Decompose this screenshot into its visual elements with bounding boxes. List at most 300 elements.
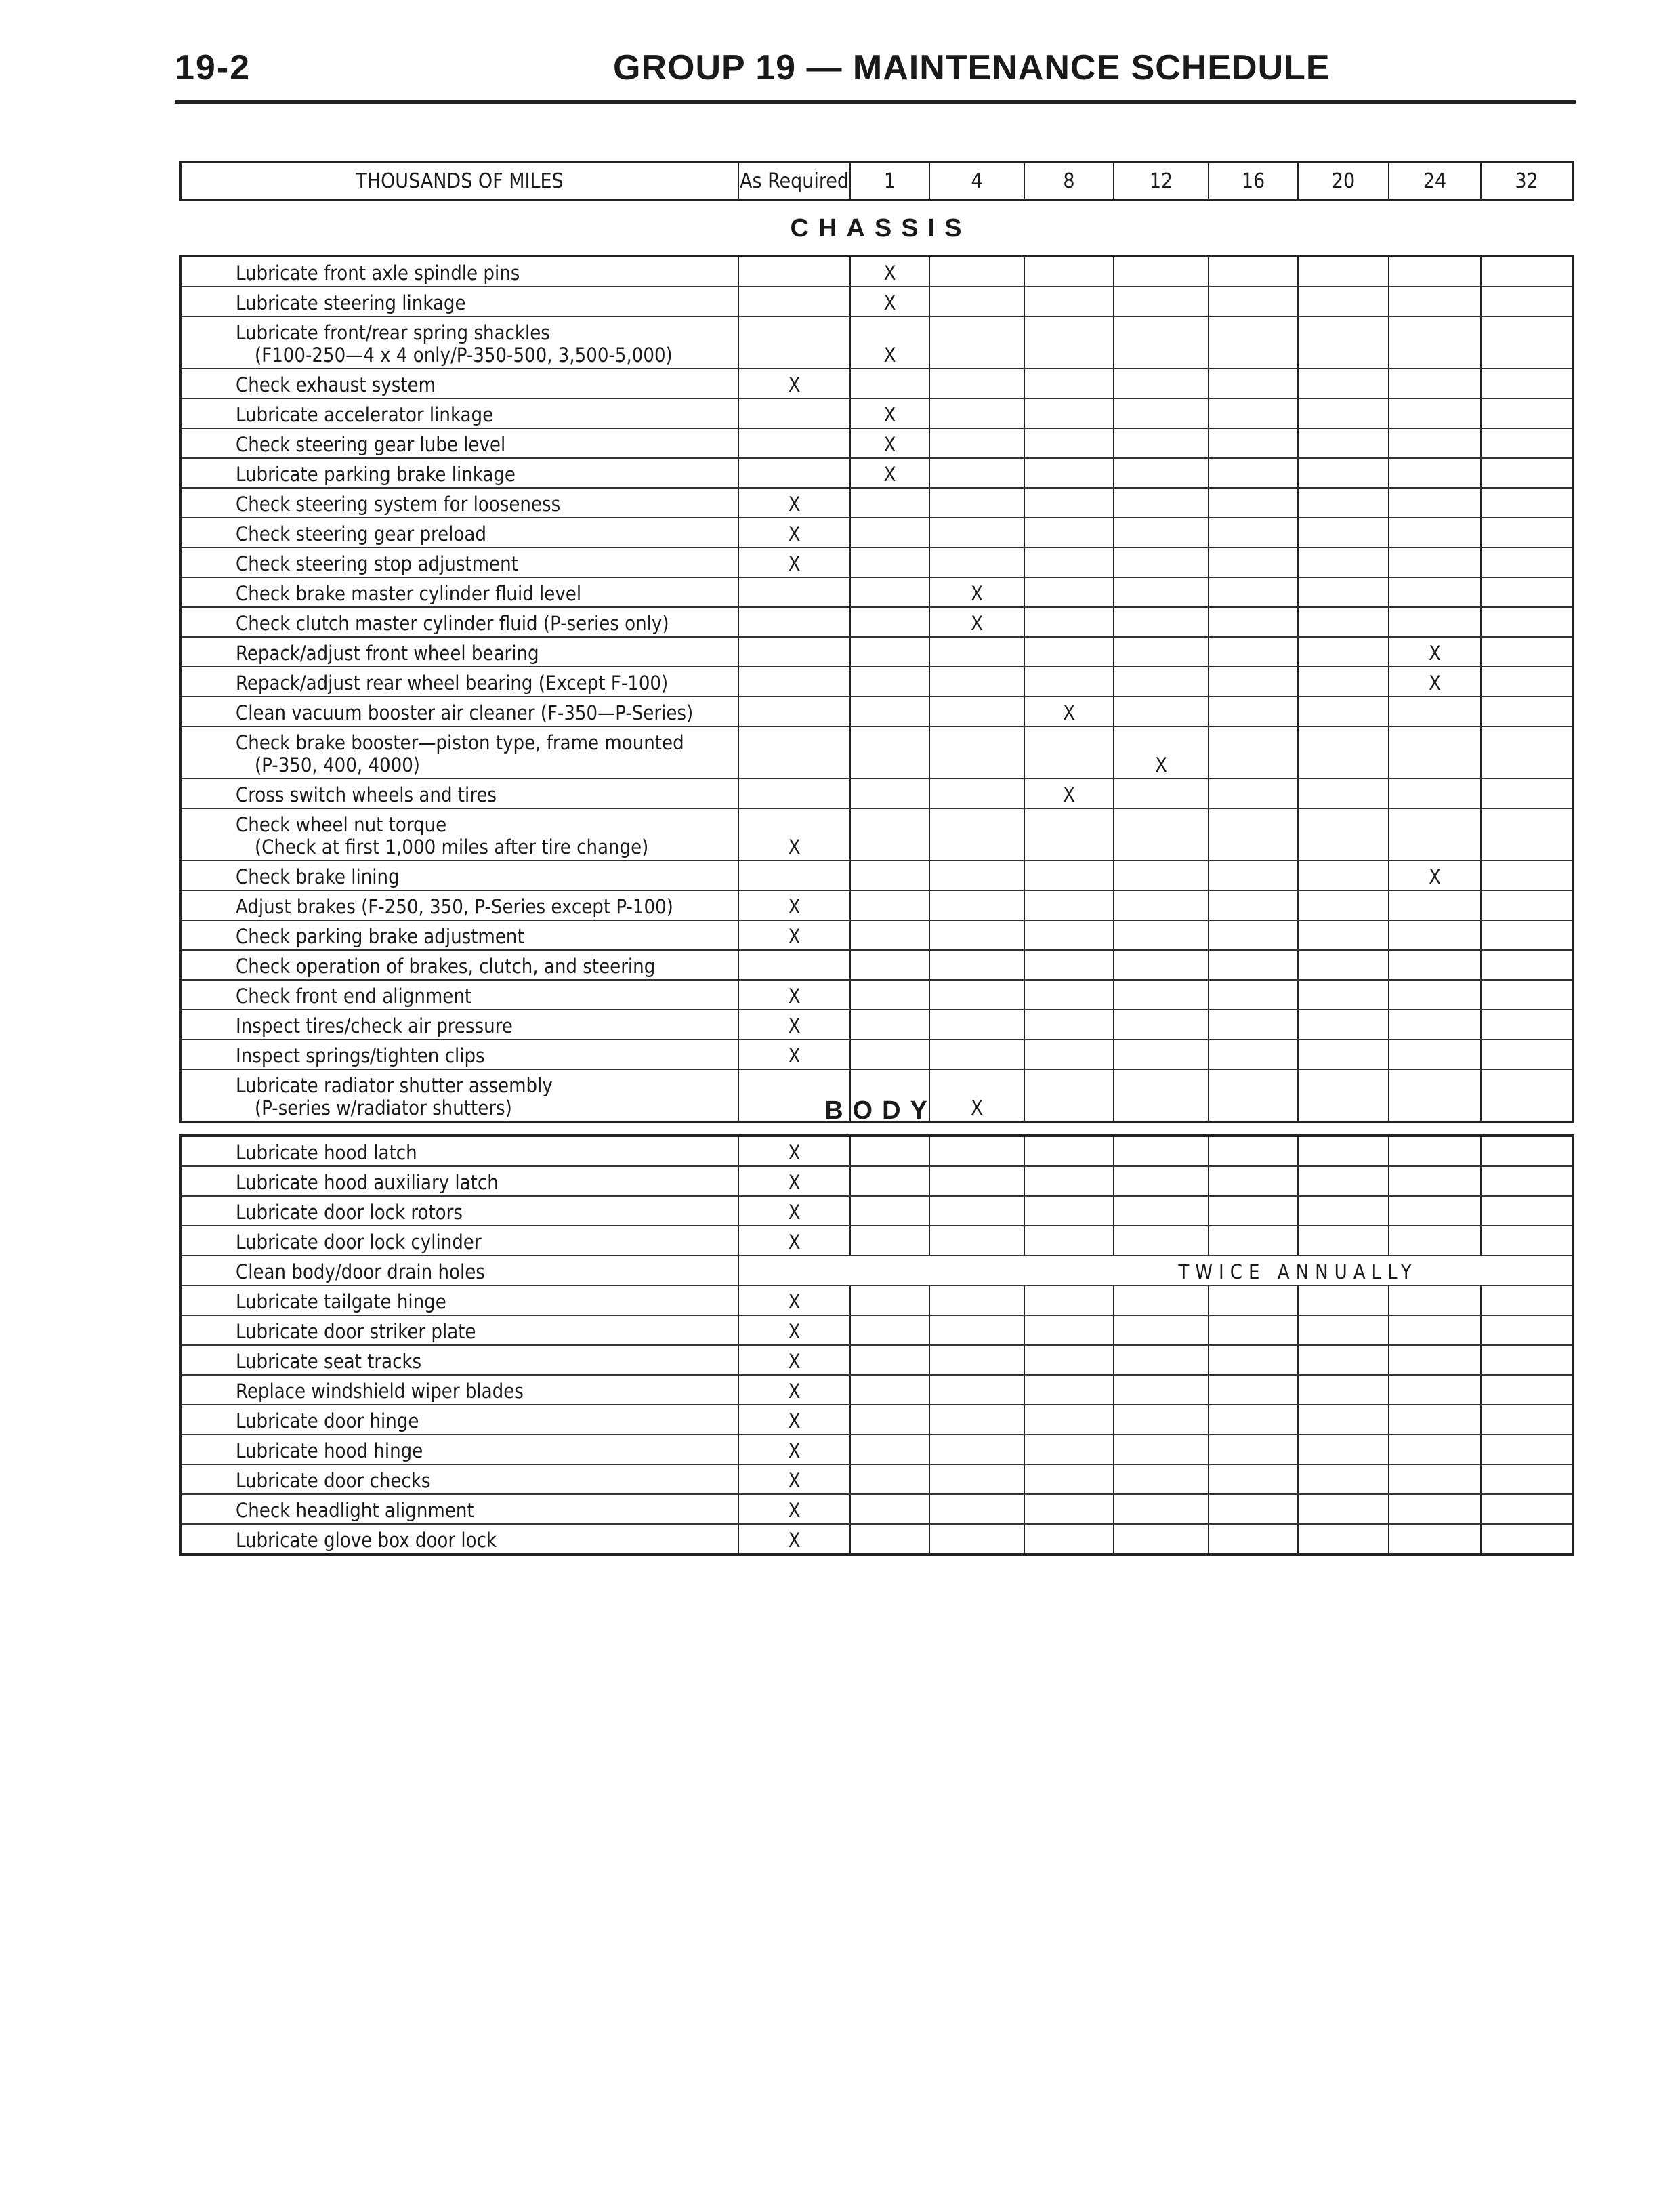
interval-cell <box>850 577 929 607</box>
interval-cell <box>1481 808 1573 861</box>
schedule-item-description <box>180 808 738 861</box>
interval-cell <box>1389 577 1481 607</box>
schedule-item-description <box>180 1196 738 1226</box>
interval-cell <box>1389 1375 1481 1405</box>
interval-cell <box>1024 1010 1114 1039</box>
interval-cell <box>1024 458 1114 488</box>
body-row <box>180 1375 1573 1405</box>
interval-cell <box>1209 518 1298 548</box>
interval-cell <box>1114 1226 1209 1256</box>
schedule-item-description <box>180 316 738 369</box>
interval-cell <box>1209 1464 1298 1494</box>
interval-cell <box>1389 369 1481 398</box>
miles-header-table <box>179 161 1574 201</box>
interval-cell <box>1389 1315 1481 1345</box>
interval-cell <box>1114 861 1209 890</box>
interval-cell <box>1481 637 1573 667</box>
schedule-item-text: Check steering gear preload <box>236 522 486 545</box>
interval-cell <box>929 1196 1024 1226</box>
interval-cell <box>1298 1494 1389 1524</box>
interval-cell <box>1481 980 1573 1010</box>
interval-cell <box>1209 1524 1298 1554</box>
interval-cell <box>1481 861 1573 890</box>
interval-cell <box>929 458 1024 488</box>
interval-cell <box>850 1524 929 1554</box>
interval-cell <box>1209 1069 1298 1122</box>
interval-cell <box>1024 1464 1114 1494</box>
interval-cell <box>1481 1226 1573 1256</box>
schedule-item-text: Lubricate door checks <box>236 1469 431 1492</box>
schedule-item-text: Check steering gear lube level <box>236 433 506 456</box>
schedule-item-description <box>180 697 738 726</box>
schedule-item-description <box>180 920 738 950</box>
chassis-row <box>180 890 1573 920</box>
interval-cell <box>1389 1285 1481 1315</box>
interval-cell <box>1389 1226 1481 1256</box>
interval-cell <box>1481 518 1573 548</box>
interval-cell <box>1298 920 1389 950</box>
interval-cell <box>850 697 929 726</box>
interval-cell <box>1209 369 1298 398</box>
schedule-item-text: Check steering system for looseness <box>236 493 561 516</box>
chassis-row <box>180 607 1573 637</box>
interval-cell <box>1114 950 1209 980</box>
interval-cell <box>1298 1039 1389 1069</box>
interval-cell <box>1114 637 1209 667</box>
body-row <box>180 1226 1573 1256</box>
schedule-item-text: Lubricate door lock rotors <box>236 1201 463 1224</box>
chassis-row <box>180 950 1573 980</box>
interval-cell <box>1389 1136 1481 1166</box>
interval-cell <box>1114 1345 1209 1375</box>
body-row <box>180 1196 1573 1226</box>
schedule-item-text: Lubricate glove box door lock <box>236 1529 497 1552</box>
chassis-row <box>180 518 1573 548</box>
interval-mark: X <box>850 287 929 316</box>
interval-cell <box>1389 1166 1481 1196</box>
interval-cell <box>1209 287 1298 316</box>
interval-cell <box>1209 1494 1298 1524</box>
interval-cell <box>1389 950 1481 980</box>
interval-cell <box>1024 428 1114 458</box>
interval-cell <box>1209 667 1298 697</box>
schedule-item-description <box>180 1069 738 1122</box>
schedule-item-description <box>180 607 738 637</box>
interval-cell <box>1389 607 1481 637</box>
interval-cell <box>1024 1405 1114 1434</box>
interval-cell <box>929 1226 1024 1256</box>
chassis-row <box>180 920 1573 950</box>
interval-mark: X <box>738 1166 850 1196</box>
chassis-row <box>180 428 1573 458</box>
schedule-item-text: Inspect tires/check air pressure <box>236 1014 513 1037</box>
interval-cell <box>1024 950 1114 980</box>
chassis-row <box>180 779 1573 808</box>
interval-cell <box>1024 1226 1114 1256</box>
interval-cell <box>1024 726 1114 779</box>
interval-cell <box>1389 488 1481 518</box>
interval-cell <box>1114 287 1209 316</box>
chassis-row <box>180 369 1573 398</box>
interval-cell <box>1024 1039 1114 1069</box>
interval-cell <box>929 1166 1024 1196</box>
interval-cell <box>738 779 850 808</box>
interval-cell <box>1114 1166 1209 1196</box>
interval-cell <box>1481 890 1573 920</box>
miles-column-as-required: As Required <box>738 162 850 200</box>
interval-mark: X <box>738 1524 850 1554</box>
interval-cell <box>1389 256 1481 287</box>
schedule-item-description <box>180 1256 738 1285</box>
interval-cell <box>929 779 1024 808</box>
interval-cell <box>850 518 929 548</box>
interval-cell <box>929 1315 1024 1345</box>
schedule-item-text: Lubricate hood auxiliary latch <box>236 1171 499 1194</box>
interval-cell <box>929 667 1024 697</box>
interval-cell <box>1114 667 1209 697</box>
schedule-item-description <box>180 1010 738 1039</box>
chassis-row <box>180 577 1573 607</box>
interval-cell <box>738 287 850 316</box>
interval-cell <box>929 287 1024 316</box>
interval-mark: X <box>738 920 850 950</box>
miles-column-32: 32 <box>1481 162 1573 200</box>
interval-cell <box>929 637 1024 667</box>
interval-cell <box>738 607 850 637</box>
interval-cell <box>850 1136 929 1166</box>
interval-cell <box>1024 488 1114 518</box>
interval-cell <box>1024 1315 1114 1345</box>
interval-cell <box>1481 667 1573 697</box>
interval-mark: X <box>738 488 850 518</box>
interval-cell <box>1209 548 1298 577</box>
interval-cell <box>929 980 1024 1010</box>
interval-mark: X <box>738 1345 850 1375</box>
interval-cell <box>1114 980 1209 1010</box>
interval-cell <box>1209 697 1298 726</box>
interval-cell <box>850 1345 929 1375</box>
interval-cell <box>929 518 1024 548</box>
schedule-item-description <box>180 1434 738 1464</box>
interval-cell <box>1209 637 1298 667</box>
interval-cell <box>1389 518 1481 548</box>
interval-cell <box>1389 1039 1481 1069</box>
interval-cell <box>1114 1315 1209 1345</box>
interval-cell <box>929 398 1024 428</box>
interval-cell <box>850 980 929 1010</box>
interval-cell <box>1298 637 1389 667</box>
interval-cell <box>1209 1166 1298 1196</box>
interval-mark: X <box>850 256 929 287</box>
interval-mark: X <box>738 1136 850 1166</box>
interval-cell <box>850 488 929 518</box>
interval-cell <box>1114 398 1209 428</box>
schedule-item-description <box>180 518 738 548</box>
interval-cell <box>1298 518 1389 548</box>
interval-cell <box>738 667 850 697</box>
interval-mark: X <box>850 428 929 458</box>
schedule-item-description <box>180 577 738 607</box>
interval-cell <box>1114 1136 1209 1166</box>
interval-cell <box>1389 1434 1481 1464</box>
interval-cell <box>1114 779 1209 808</box>
interval-cell <box>1481 428 1573 458</box>
interval-cell <box>738 316 850 369</box>
interval-cell <box>738 637 850 667</box>
interval-cell <box>1298 577 1389 607</box>
interval-cell <box>1024 667 1114 697</box>
interval-cell <box>738 428 850 458</box>
interval-mark: X <box>738 1196 850 1226</box>
chassis-row <box>180 1010 1573 1039</box>
body-row <box>180 1494 1573 1524</box>
schedule-item-description <box>180 1226 738 1256</box>
interval-cell <box>1298 398 1389 428</box>
interval-cell <box>1114 577 1209 607</box>
schedule-item-description <box>180 548 738 577</box>
interval-cell <box>1298 1166 1389 1196</box>
body-row <box>180 1166 1573 1196</box>
interval-cell <box>1024 1524 1114 1554</box>
schedule-item-description <box>180 779 738 808</box>
interval-cell <box>1114 808 1209 861</box>
interval-cell <box>1389 890 1481 920</box>
interval-cell <box>738 577 850 607</box>
interval-cell <box>1298 1345 1389 1375</box>
interval-mark: X <box>738 980 850 1010</box>
schedule-item-description <box>180 1285 738 1315</box>
body-row <box>180 1285 1573 1315</box>
body-row <box>180 1524 1573 1554</box>
interval-mark: X <box>738 518 850 548</box>
interval-cell <box>1481 779 1573 808</box>
miles-header-label: THOUSANDS OF MILES <box>180 162 738 200</box>
interval-cell <box>1389 1405 1481 1434</box>
interval-cell <box>929 1405 1024 1434</box>
interval-cell <box>850 1039 929 1069</box>
schedule-item-text: Lubricate front/rear spring shackles <box>236 321 550 344</box>
schedule-item-description <box>180 1136 738 1166</box>
interval-cell <box>1114 1375 1209 1405</box>
interval-cell <box>1481 1345 1573 1375</box>
interval-cell <box>1389 548 1481 577</box>
interval-cell <box>1209 1010 1298 1039</box>
interval-cell <box>1298 808 1389 861</box>
interval-cell <box>1481 1196 1573 1226</box>
interval-cell <box>850 1010 929 1039</box>
schedule-item-text: Replace windshield wiper blades <box>236 1380 524 1403</box>
interval-mark: X <box>738 1315 850 1345</box>
interval-cell <box>1298 1136 1389 1166</box>
interval-cell <box>1209 1315 1298 1345</box>
interval-cell <box>1024 1494 1114 1524</box>
interval-cell <box>1481 1524 1573 1554</box>
interval-cell <box>1481 1285 1573 1315</box>
interval-cell <box>1298 1196 1389 1226</box>
chassis-row <box>180 316 1573 369</box>
interval-cell <box>1389 1010 1481 1039</box>
chassis-row <box>180 398 1573 428</box>
interval-cell <box>850 920 929 950</box>
interval-cell <box>929 726 1024 779</box>
interval-cell <box>929 1494 1024 1524</box>
interval-mark: X <box>738 1464 850 1494</box>
interval-cell <box>1024 637 1114 667</box>
interval-cell <box>1114 1069 1209 1122</box>
interval-cell <box>929 950 1024 980</box>
interval-cell <box>1298 697 1389 726</box>
schedule-item-text: Check brake master cylinder fluid level <box>236 582 582 605</box>
schedule-item-text: Check parking brake adjustment <box>236 925 524 948</box>
interval-cell <box>1209 808 1298 861</box>
schedule-item-text: Lubricate door hinge <box>236 1409 419 1432</box>
interval-cell <box>850 667 929 697</box>
schedule-item-description <box>180 890 738 920</box>
schedule-item-text: Lubricate radiator shutter assembly <box>236 1074 553 1097</box>
interval-cell <box>1481 1166 1573 1196</box>
interval-cell <box>1114 1405 1209 1434</box>
interval-cell <box>1481 1039 1573 1069</box>
interval-cell <box>1481 1010 1573 1039</box>
schedule-item-text: Lubricate door striker plate <box>236 1320 476 1343</box>
interval-cell <box>1389 726 1481 779</box>
schedule-item-description <box>180 861 738 890</box>
interval-cell <box>850 369 929 398</box>
schedule-item-text: Lubricate hood hinge <box>236 1439 423 1462</box>
twice-annually-note: TWICE ANNUALLY <box>1024 1256 1573 1285</box>
interval-cell <box>1024 1136 1114 1166</box>
schedule-item-description <box>180 1464 738 1494</box>
interval-cell <box>1389 1345 1481 1375</box>
interval-cell <box>1481 287 1573 316</box>
schedule-item-text: Lubricate parking brake linkage <box>236 463 516 486</box>
schedule-item-description <box>180 1166 738 1196</box>
schedule-item-text: Lubricate hood latch <box>236 1141 417 1164</box>
schedule-item-subtext: (P-350, 400, 4000) <box>255 754 420 777</box>
interval-cell <box>1114 697 1209 726</box>
miles-column-1: 1 <box>850 162 929 200</box>
interval-cell <box>1389 1069 1481 1122</box>
schedule-item-description <box>180 458 738 488</box>
interval-cell <box>1481 1494 1573 1524</box>
interval-cell <box>1481 369 1573 398</box>
interval-cell <box>1298 1226 1389 1256</box>
interval-cell <box>929 1434 1024 1464</box>
interval-cell <box>1481 1464 1573 1494</box>
interval-cell <box>929 1524 1024 1554</box>
interval-cell <box>1209 607 1298 637</box>
interval-cell <box>1481 577 1573 607</box>
chassis-row <box>180 548 1573 577</box>
schedule-item-subtext: (Check at first 1,000 miles after tire change) <box>255 835 649 859</box>
body-row <box>180 1136 1573 1166</box>
interval-cell <box>1024 1285 1114 1315</box>
interval-cell <box>1114 256 1209 287</box>
interval-cell <box>1298 316 1389 369</box>
miles-column-12: 12 <box>1114 162 1209 200</box>
interval-cell <box>1209 398 1298 428</box>
interval-mark: X <box>929 577 1024 607</box>
interval-cell <box>1024 398 1114 428</box>
interval-cell <box>1114 369 1209 398</box>
chassis-row <box>180 726 1573 779</box>
interval-mark: X <box>929 607 1024 637</box>
interval-cell <box>1114 1524 1209 1554</box>
interval-cell <box>1209 920 1298 950</box>
interval-cell <box>1024 1196 1114 1226</box>
interval-cell <box>1114 548 1209 577</box>
chassis-row <box>180 488 1573 518</box>
chassis-row <box>180 458 1573 488</box>
interval-cell <box>929 1375 1024 1405</box>
interval-cell <box>850 1166 929 1196</box>
interval-cell <box>1389 1524 1481 1554</box>
interval-cell <box>1024 1375 1114 1405</box>
interval-cell <box>1209 1285 1298 1315</box>
interval-cell <box>1209 1226 1298 1256</box>
interval-cell <box>1298 1069 1389 1122</box>
interval-cell <box>929 1010 1024 1039</box>
schedule-item-text: Check brake lining <box>236 865 400 888</box>
interval-cell <box>850 1434 929 1464</box>
interval-cell <box>1209 980 1298 1010</box>
interval-cell <box>1024 369 1114 398</box>
schedule-item-description <box>180 667 738 697</box>
schedule-item-description <box>180 256 738 287</box>
interval-cell <box>929 316 1024 369</box>
interval-cell <box>850 726 929 779</box>
interval-mark: X <box>738 1375 850 1405</box>
schedule-item-text: Check brake booster—piston type, frame mounted <box>236 731 684 754</box>
schedule-item-description <box>180 428 738 458</box>
interval-cell <box>1114 1010 1209 1039</box>
interval-cell <box>1114 428 1209 458</box>
interval-cell <box>1389 428 1481 458</box>
interval-cell <box>929 697 1024 726</box>
interval-cell <box>1481 1136 1573 1166</box>
interval-cell <box>1298 488 1389 518</box>
page-title: GROUP 19 — MAINTENANCE SCHEDULE <box>613 48 1330 87</box>
interval-cell <box>1114 1039 1209 1069</box>
body-row <box>180 1345 1573 1375</box>
interval-cell <box>1389 697 1481 726</box>
interval-cell <box>850 950 929 980</box>
interval-cell <box>1024 287 1114 316</box>
schedule-item-description <box>180 287 738 316</box>
interval-cell <box>929 548 1024 577</box>
interval-mark: X <box>1389 667 1481 697</box>
interval-cell <box>850 1494 929 1524</box>
interval-cell <box>929 808 1024 861</box>
interval-cell <box>850 637 929 667</box>
interval-cell <box>1024 1434 1114 1464</box>
interval-cell <box>850 779 929 808</box>
interval-mark: X <box>738 1039 850 1069</box>
interval-cell <box>738 398 850 428</box>
interval-cell <box>850 1375 929 1405</box>
interval-cell <box>929 428 1024 458</box>
body-section-title: BODY <box>824 1096 937 1125</box>
miles-column-24: 24 <box>1389 162 1481 200</box>
schedule-item-text: Lubricate front axle spindle pins <box>236 262 520 285</box>
interval-cell <box>850 548 929 577</box>
interval-cell <box>738 697 850 726</box>
interval-mark: X <box>1389 637 1481 667</box>
interval-cell <box>850 1285 929 1315</box>
interval-cell <box>1114 518 1209 548</box>
interval-cell <box>1298 256 1389 287</box>
interval-cell <box>1024 861 1114 890</box>
